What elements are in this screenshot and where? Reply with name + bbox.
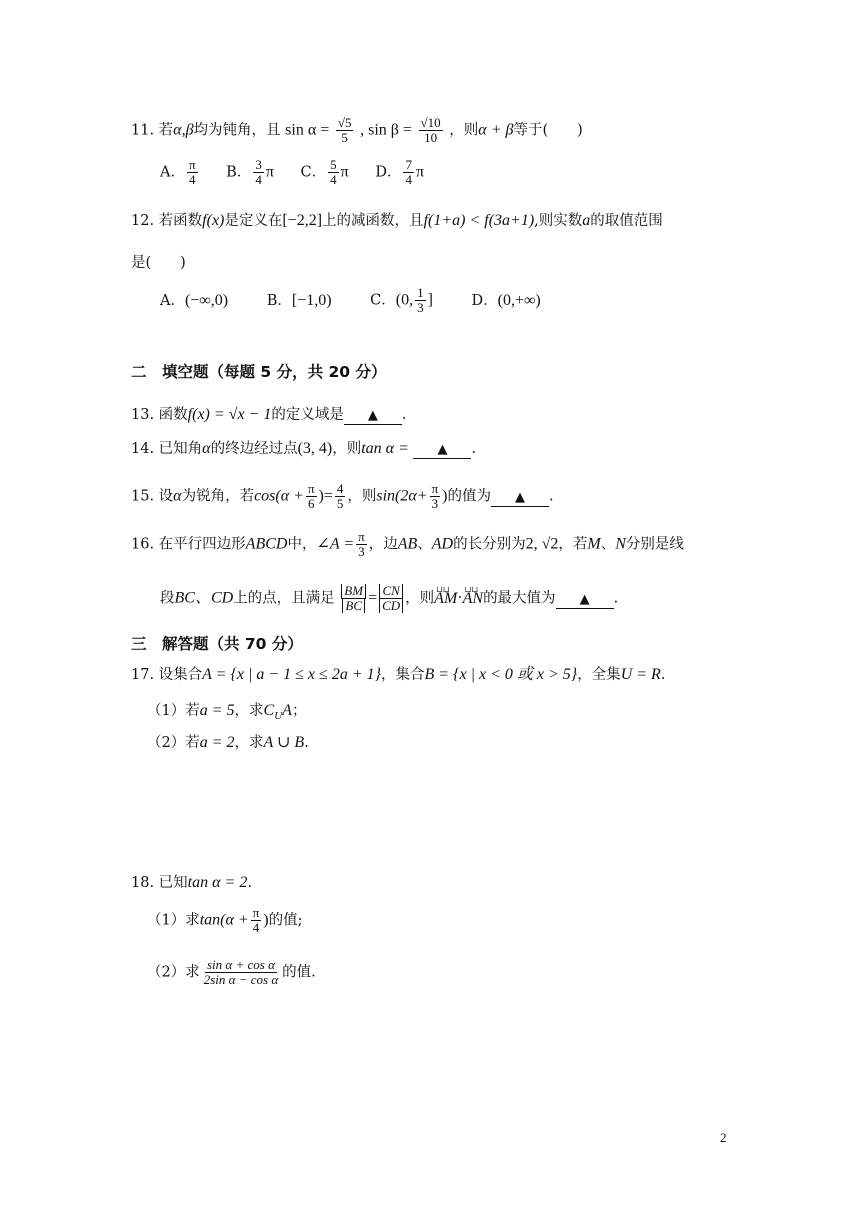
- question-14: [131, 438, 476, 460]
- question-18-part-1: [147, 906, 303, 935]
- text: 设集合: [158, 667, 203, 683]
- option-label: B．: [226, 164, 252, 181]
- math-expr: )=: [318, 487, 333, 505]
- numerator: 7: [405, 157, 412, 172]
- text: 分别是线: [625, 536, 684, 553]
- denominator: 4: [189, 172, 196, 187]
- text: 的取值范围: [590, 213, 663, 229]
- math-var: AB: [397, 535, 418, 553]
- numerator: 4: [336, 481, 344, 496]
- text: ；: [291, 703, 307, 719]
- math-expr: A ∪ B: [263, 734, 305, 751]
- math-expr: 2, √2: [525, 535, 559, 553]
- fraction: [419, 116, 443, 145]
- numerator: 3: [255, 157, 262, 172]
- numerator: π: [252, 905, 260, 920]
- question-number: 15.: [131, 488, 155, 505]
- text: .: [613, 590, 619, 607]
- fraction: [306, 482, 317, 511]
- option-a[interactable]: [160, 158, 200, 187]
- text: 均为钝角，且: [193, 122, 281, 139]
- text: 若: [158, 122, 174, 139]
- question-12-options: [160, 286, 563, 315]
- denominator: 4: [252, 920, 260, 935]
- denominator: 5: [336, 496, 344, 511]
- question-12: [131, 210, 663, 232]
- question-number: 14.: [131, 441, 155, 457]
- text: 的值;: [268, 912, 303, 929]
- text: 已知角: [158, 441, 203, 457]
- option-d[interactable]: [375, 158, 424, 187]
- text: ，求: [234, 735, 264, 751]
- question-13: [131, 404, 406, 426]
- option-suffix: π: [265, 163, 274, 181]
- math-expr: sin(2α+: [376, 487, 428, 505]
- question-18-part-2: [147, 958, 316, 987]
- denominator: 2sin α − cos α: [203, 972, 279, 987]
- vector-am: ⊔⊔ AM: [434, 588, 457, 610]
- text: ，若: [558, 536, 588, 553]
- question-number: 11.: [131, 122, 155, 139]
- text: .: [401, 407, 407, 423]
- math-expr: U = R: [620, 666, 661, 683]
- text: 的值为: [447, 488, 491, 505]
- question-number: 18.: [131, 875, 155, 891]
- denominator: 3: [358, 544, 365, 559]
- question-15: [131, 482, 554, 511]
- section-heading-solutions: 三 解答题（共 70 分）: [131, 635, 303, 653]
- numerator: 1: [417, 285, 424, 300]
- math-var: α: [202, 440, 211, 457]
- fraction: [202, 958, 280, 987]
- denominator: 4: [330, 172, 337, 187]
- denominator: 3: [431, 496, 439, 511]
- text: 上的减函数，且: [322, 213, 424, 229]
- text: .: [471, 441, 477, 457]
- text: 、: [417, 536, 432, 553]
- fraction: [341, 584, 366, 613]
- text: ，则: [332, 441, 362, 457]
- question-number: 12.: [131, 213, 155, 229]
- answer-blank[interactable]: ▲: [344, 408, 402, 425]
- numerator: sin α + cos α: [206, 957, 275, 972]
- denominator: 3: [417, 300, 424, 315]
- question-17-part-2: [147, 732, 309, 754]
- text: ，求: [234, 703, 264, 719]
- text: ，边: [368, 536, 398, 553]
- numerator: √10: [420, 115, 441, 130]
- math-expr: =: [368, 589, 378, 607]
- math-expr: f(1+a) < f(3a+1): [423, 212, 535, 229]
- numerator: π: [358, 529, 365, 544]
- option-suffix: π: [340, 163, 349, 181]
- math-vars: α,β: [173, 121, 194, 139]
- denominator: 6: [307, 496, 315, 511]
- option-value: (0,+∞): [497, 291, 541, 309]
- denominator: 4: [405, 172, 412, 187]
- math-expr: BC、CD: [174, 589, 234, 607]
- question-16: [131, 530, 684, 559]
- option-c[interactable]: [301, 158, 349, 187]
- text: 、: [600, 536, 616, 553]
- answer-blank[interactable]: ▲: [491, 490, 549, 507]
- text: （2）求: [147, 964, 200, 981]
- math-expr: ): [263, 911, 269, 929]
- text: 上的点，且满足: [233, 590, 335, 607]
- option-label: A．: [160, 164, 185, 181]
- math-expr: f(x) = √x − 1: [187, 406, 272, 423]
- math-expr: f(x): [202, 212, 225, 229]
- math-expr: ∠A =: [316, 535, 355, 553]
- math-expr: A: [282, 702, 292, 719]
- text: （1）求: [147, 912, 200, 929]
- text: 的值.: [282, 964, 316, 981]
- math-expr: tan α =: [361, 440, 409, 457]
- text: ,则实数: [534, 213, 583, 229]
- text: .: [247, 875, 252, 891]
- math-expr: a = 2: [199, 734, 235, 751]
- option-label: A．: [160, 292, 185, 309]
- text: ，则: [449, 122, 479, 139]
- question-11: [131, 116, 583, 145]
- math-expr: sin α =: [285, 121, 330, 139]
- fraction: [335, 482, 346, 511]
- fraction: [336, 116, 354, 145]
- option-value: (−∞,0): [184, 291, 229, 309]
- math-expr: tan α = 2: [187, 874, 248, 891]
- text: .: [660, 667, 666, 683]
- option-label: C．: [370, 292, 396, 309]
- text: 的终边经过点: [210, 441, 298, 457]
- option-suffix: π: [415, 163, 425, 181]
- text: （2）若: [147, 735, 200, 751]
- question-number: 16.: [131, 536, 155, 553]
- answer-blank[interactable]: ▲: [556, 592, 614, 609]
- math-expr: α + β: [478, 121, 514, 139]
- math-var: M: [587, 535, 601, 553]
- option-value: ]: [427, 291, 433, 309]
- math-expr: cos(α +: [254, 487, 304, 505]
- text: .: [548, 488, 554, 505]
- math-expr: ABCD: [245, 535, 288, 553]
- fraction: [379, 584, 403, 613]
- text: 的长分别为: [453, 536, 526, 553]
- denominator: 10: [424, 130, 438, 145]
- text: .: [304, 735, 309, 751]
- text: ，则: [347, 488, 377, 505]
- math-expr: tan(α +: [199, 911, 249, 929]
- text: ，全集: [577, 667, 621, 683]
- vector-an: ⊔⊔ AN: [463, 588, 483, 610]
- option-a[interactable]: [160, 290, 228, 312]
- fraction: [328, 158, 339, 187]
- option-b[interactable]: [267, 290, 332, 312]
- option-value: (0,: [395, 291, 414, 309]
- text: 段: [160, 590, 175, 607]
- question-11-options: [160, 158, 446, 187]
- denominator: 4: [255, 172, 262, 187]
- text: 在平行四边形: [158, 536, 246, 553]
- option-label: C．: [300, 164, 327, 181]
- math-expr: C: [263, 702, 275, 719]
- text: 是定义在: [224, 213, 283, 229]
- numerator: π: [431, 481, 439, 496]
- section-heading-fill-in: 二 填空题（每题 5 分，共 20 分）: [131, 363, 387, 381]
- text: 等于( ): [513, 122, 583, 139]
- text: 中，: [287, 536, 317, 553]
- question-17-part-1: [147, 700, 306, 727]
- text: 若函数: [158, 213, 203, 229]
- option-label: D．: [471, 292, 498, 309]
- numerator: 5: [330, 157, 337, 172]
- math-expr: A = {x | a − 1 ≤ x ≤ 2a + 1}: [202, 666, 382, 683]
- text: 是( ): [131, 255, 186, 271]
- fraction: [430, 482, 441, 511]
- denominator: 5: [341, 130, 348, 145]
- numerator: π: [188, 157, 196, 172]
- text: 已知: [158, 875, 188, 891]
- denominator: BC: [342, 599, 365, 613]
- option-b[interactable]: [226, 158, 274, 187]
- numerator: π: [307, 481, 315, 496]
- option-d[interactable]: [472, 290, 541, 312]
- numerator: √5: [337, 115, 352, 130]
- math-var: AD: [431, 535, 454, 553]
- math-expr: [−2,2]: [282, 212, 323, 229]
- option-label: B．: [266, 292, 292, 309]
- denominator: CD: [379, 599, 403, 613]
- answer-blank[interactable]: ▲: [413, 442, 471, 459]
- text: ，则: [405, 590, 435, 607]
- fraction: [415, 286, 426, 315]
- text: ，集合: [381, 667, 425, 683]
- math-var: a: [582, 212, 591, 229]
- math-var: N: [615, 535, 626, 553]
- question-17: [131, 664, 665, 686]
- numerator: CN: [379, 584, 402, 599]
- text: 设: [158, 488, 174, 505]
- question-number: 13.: [131, 407, 155, 423]
- fraction: [356, 530, 367, 559]
- option-value: [−1,0): [291, 291, 332, 309]
- math-expr: a = 5: [199, 702, 235, 719]
- math-var: α: [173, 487, 182, 505]
- fraction: [187, 158, 198, 187]
- math-expr: ): [442, 487, 448, 505]
- option-label: D．: [375, 164, 402, 181]
- math-expr: ·: [457, 589, 463, 607]
- option-c[interactable]: [370, 286, 433, 315]
- text: 的最大值为: [483, 590, 556, 607]
- text: 函数: [158, 407, 188, 423]
- fraction: [403, 158, 414, 187]
- text: （1）若: [147, 703, 200, 719]
- text: 的定义域是: [271, 407, 344, 423]
- question-number: 17.: [131, 667, 155, 683]
- question-18: [131, 872, 252, 894]
- question-16-cont: [160, 584, 618, 613]
- numerator: BM: [341, 584, 366, 599]
- fraction: [251, 906, 262, 935]
- math-expr: , sin β =: [360, 121, 412, 139]
- page-number: 2: [720, 1130, 727, 1145]
- math-expr: (3, 4): [297, 440, 333, 457]
- math-subscript: U: [274, 709, 283, 722]
- question-12-cont: [131, 252, 186, 274]
- fraction: [253, 158, 264, 187]
- text: 为锐角，若: [181, 488, 255, 505]
- math-expr: B = {x | x < 0 或 x > 5}: [424, 666, 578, 683]
